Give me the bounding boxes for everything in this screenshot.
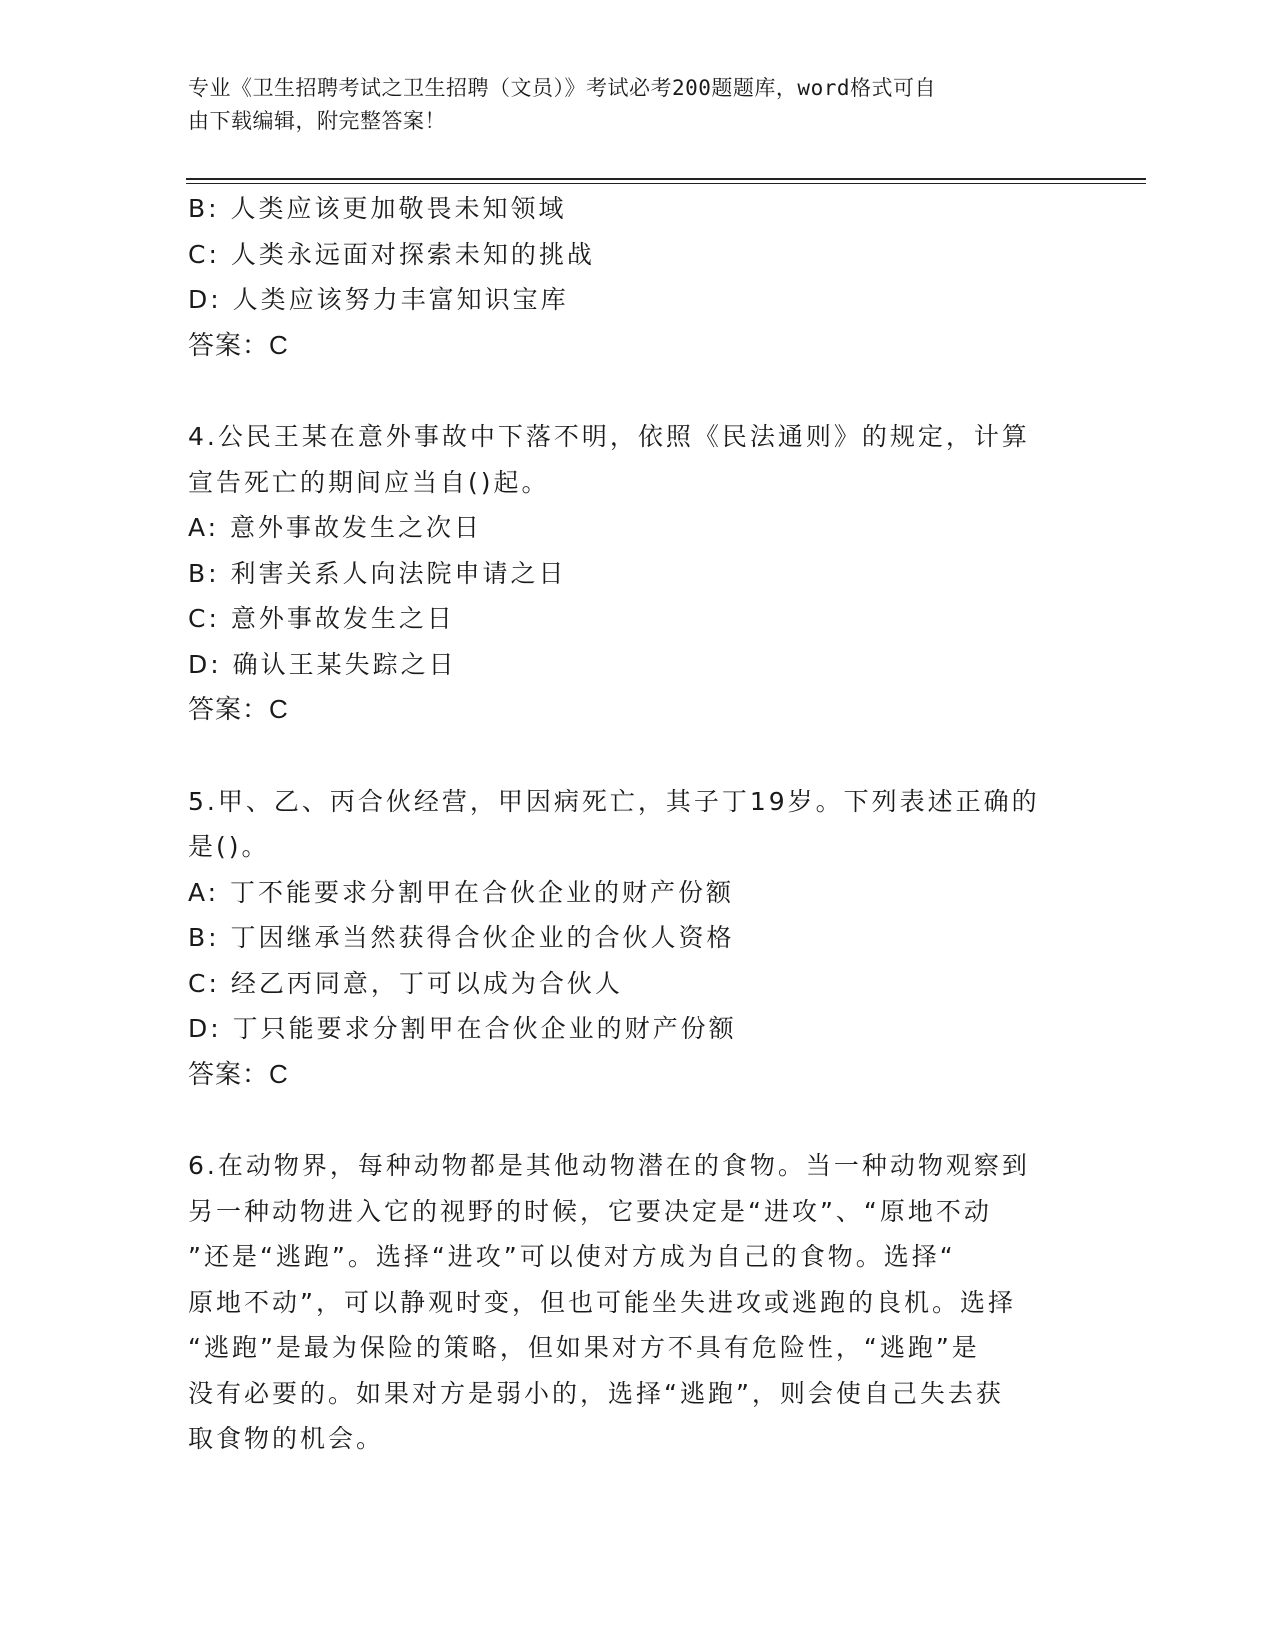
option-a: A: 意外事故发生之次日: [188, 513, 483, 542]
option-c: C: 经乙丙同意，丁可以成为合伙人: [188, 968, 623, 998]
option-d: D: 人类应该努力丰富知识宝库: [188, 285, 569, 314]
option-d: D: 丁只能要求分割甲在合伙企业的财产份额: [188, 1014, 737, 1043]
header-rule-thick: [186, 178, 1146, 180]
question-4: [188, 414, 1068, 733]
question-stem-line: “逃跑”是最为保险的策略，但如果对方不具有危险性，“逃跑”是: [188, 1333, 980, 1362]
question-content: [188, 186, 1068, 1462]
question-stem-line: 4.公民王某在意外事故中下落不明，依照《民法通则》的规定，计算: [188, 422, 1030, 451]
answer-label: 答案：C: [188, 1058, 289, 1089]
question-stem-line: 另一种动物进入它的视野的时候，它要决定是“进攻”、“原地不动: [188, 1196, 992, 1226]
option-d: D: 确认王某失踪之日: [188, 649, 457, 679]
question-stem-line: 6.在动物界，每种动物都是其他动物潜在的食物。当一种动物观察到: [188, 1151, 1030, 1180]
header-line-1: 专业《卫生招聘考试之卫生招聘（文员）》考试必考200题题库，word格式可自: [188, 76, 936, 100]
document-header: [188, 72, 1088, 138]
question-gap: [188, 733, 1068, 779]
question-stem-line: ”还是“逃跑”。选择“进攻”可以使对方成为自己的食物。选择“: [188, 1242, 956, 1271]
option-c: C: 人类永远面对探索未知的挑战: [188, 239, 595, 269]
header-line-2: 由下载编辑，附完整答案！: [188, 109, 446, 133]
question-stem-line: 没有必要的。如果对方是弱小的，选择“逃跑”，则会使自己失去获: [188, 1378, 1004, 1408]
option-c: C: 意外事故发生之日: [188, 604, 455, 633]
answer-label: 答案：C: [188, 694, 289, 724]
answer-label: 答案：C: [188, 329, 289, 360]
question-6: [188, 1143, 1068, 1462]
question-5: [188, 779, 1068, 1098]
question-stem-line: 宣告死亡的期间应当自()起。: [188, 467, 550, 497]
option-b: B: 人类应该更加敬畏未知领域: [188, 194, 567, 223]
option-b: B: 利害关系人向法院申请之日: [188, 558, 567, 588]
question-3-partial: [188, 186, 1068, 368]
option-b: B: 丁因继承当然获得合伙企业的合伙人资格: [188, 923, 735, 952]
question-gap: [188, 1097, 1068, 1143]
question-stem-line: 取食物的机会。: [188, 1424, 385, 1453]
question-gap: [188, 368, 1068, 414]
header-rule-thin: [186, 183, 1146, 184]
option-a: A: 丁不能要求分割甲在合伙企业的财产份额: [188, 877, 735, 907]
question-stem-line: 是()。: [188, 832, 270, 861]
question-stem-line: 原地不动”，可以静观时变，但也可能坐失进攻或逃跑的良机。选择: [188, 1287, 1016, 1317]
question-stem-line: 5.甲、乙、丙合伙经营，甲因病死亡，其子丁19岁。下列表述正确的: [188, 786, 1040, 816]
